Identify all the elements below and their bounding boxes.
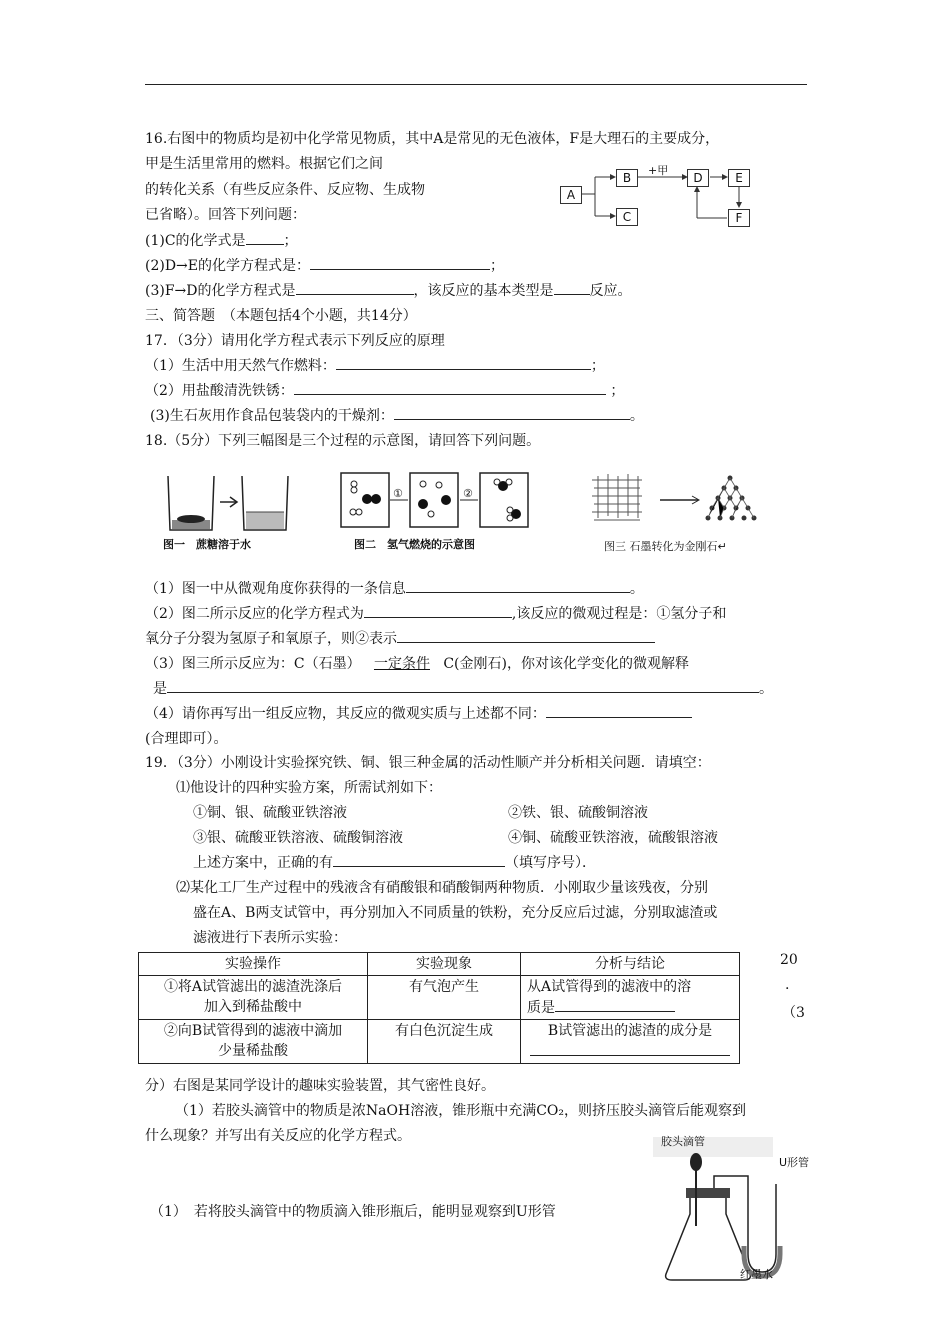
q16-part3: (3)F→D的化学方程式是 ，该反应的基本类型是 反应。 <box>145 280 632 300</box>
edge-label: +甲 <box>648 164 669 177</box>
node-a: A <box>560 186 582 204</box>
step-1-label: ① <box>393 487 403 500</box>
q20-part2: （1） 若将胶头滴管中的物质滴入锥形瓶后，能明显观察到U形管 <box>150 1204 556 1220</box>
experiment-table <box>138 952 740 1064</box>
q18-part2: （2）图二所示反应的化学方程式为 ,该反应的微观过程是：①氢分子和 <box>145 603 726 623</box>
label-u-tube: U形管 <box>779 1156 810 1169</box>
q20-score: （3 <box>782 1005 805 1021</box>
figure-1-caption: 图一 蔗糖溶于水 <box>163 538 251 551</box>
table-header: 实验操作 <box>139 953 368 976</box>
label-red-ink: 红墨水 <box>740 1268 773 1281</box>
q16-line4: 已省略）。回答下列问题： <box>145 207 306 223</box>
q18-part4-cont: (合理即可）。 <box>145 731 228 747</box>
q20-dot: . <box>785 977 790 993</box>
q17-part3: (3)生石灰用作食品包装袋内的干燥剂： 。 <box>150 405 644 425</box>
q18-part2-cont: 氧分子分裂为氢原子和氧原子，则②表示 <box>145 628 655 648</box>
table-header-row <box>139 953 740 976</box>
q20-part1: （1）若胶头滴管中的物质是浓NaOH溶液，锥形瓶中充满CO₂，则挤压胶头滴管后能观察到 <box>175 1103 746 1119</box>
table-cell: ①将A试管滤出的滤渣洗涤后 加入到稀盐酸中 <box>139 976 368 1020</box>
q16-line3: 的转化关系（有些反应条件、反应物、生成物 <box>145 182 425 198</box>
q19-sub2-line1: ⑵某化工厂生产过程中的残液含有硝酸银和硝酸铜两种物质．小刚取少量该残夜，分别 <box>176 880 708 896</box>
node-d: D <box>687 169 709 187</box>
q17-title: 17．（3分）请用化学方程式表示下列反应的原理 <box>145 333 445 349</box>
section-title: 三、简答题 （本题包括4个小题，共14分） <box>145 308 417 324</box>
q19-sub1-question: 上述方案中，正确的有 （填写序号）． <box>193 852 596 872</box>
q16-part2: (2)D→E的化学方程式是： ； <box>145 255 504 275</box>
node-b: B <box>616 169 638 187</box>
figure-1-beakers <box>160 468 310 543</box>
q19-sub2-line2: 盛在A、B两支试管中，再分别加入不同质量的铁粉，充分反应后过滤，分别取滤渣或 <box>193 905 718 921</box>
q20-line1: 分）右图是某同学设计的趣味实验装置，其气密性良好。 <box>145 1078 495 1094</box>
table-header: 实验现象 <box>368 953 521 976</box>
figure-3-caption: 图三 石墨转化为金刚石↵ <box>604 540 727 553</box>
figure-3-structures <box>590 470 770 530</box>
label-dropper: 胶头滴管 <box>661 1135 705 1148</box>
figure-2-caption: 图二 氢气燃烧的示意图 <box>354 538 475 551</box>
header-rule <box>145 84 807 85</box>
q19-title: 19．（3分）小刚设计实验探究铁、铜、银三种金属的活动性顺产并分析相关问题．请填空： <box>145 755 711 771</box>
q18-part3: （3）图三所示反应为：C（石墨） 一定条件 C(金刚石)，你对该化学变化的微观解释 <box>145 656 689 672</box>
q18-title: 18.（5分）下列三幅图是三个过程的示意图，请回答下列问题。 <box>145 433 541 449</box>
q18-part3-cont: 是 。 <box>153 678 773 698</box>
q19-option-4: ④铜、硫酸亚铁溶液，硫酸银溶液 <box>508 830 718 846</box>
q17-part2: （2）用盐酸清洗铁锈： ； <box>145 380 624 400</box>
table-cell: 从A试管得到的滤液中的溶 质是 <box>521 976 740 1020</box>
table-cell: B试管滤出的滤渣的成分是 <box>521 1020 740 1064</box>
q19-sub2-line3: 滤液进行下表所示实验： <box>193 930 347 946</box>
q17-part1: （1）生活中用天然气作燃料： ； <box>145 355 605 375</box>
table-row <box>139 1020 740 1064</box>
step-2-label: ② <box>463 487 473 500</box>
figure-2-molecules <box>338 470 538 530</box>
table-row <box>139 976 740 1020</box>
table-cell: 有气泡产生 <box>368 976 521 1020</box>
q16-line2: 甲是生活里常用的燃料。根据它们之间 <box>145 156 383 172</box>
q20-part1-cont: 什么现象？并写出有关反应的化学方程式。 <box>145 1128 411 1144</box>
q16-part1: (1)C的化学式是 ； <box>145 230 298 250</box>
q19-option-1: ①铜、银、硫酸亚铁溶液 <box>193 805 347 821</box>
q19-sub1: ⑴他设计的四种实验方案，所需试剂如下： <box>176 780 442 796</box>
q18-part4: （4）请你再写出一组反应物，其反应的微观实质与上述都不同： <box>145 703 692 723</box>
q16-line1: 16.右图中的物质均是初中化学常见物质，其中A是常见的无色液体，F是大理石的主要成分， <box>145 131 720 147</box>
table-cell: 有白色沉淀生成 <box>368 1020 521 1064</box>
q20-number: 20 <box>780 952 798 968</box>
node-e: E <box>728 169 750 187</box>
table-cell: ②向B试管得到的滤液中滴加 少量稀盐酸 <box>139 1020 368 1064</box>
table-header: 分析与结论 <box>521 953 740 976</box>
q18-part1: （1）图一中从微观角度你获得的一条信息 。 <box>145 578 644 598</box>
node-f: F <box>728 209 750 227</box>
q19-option-2: ②铁、银、硫酸铜溶液 <box>508 805 648 821</box>
node-c: C <box>616 208 638 226</box>
q19-option-3: ③银、硫酸亚铁溶液、硫酸铜溶液 <box>193 830 403 846</box>
